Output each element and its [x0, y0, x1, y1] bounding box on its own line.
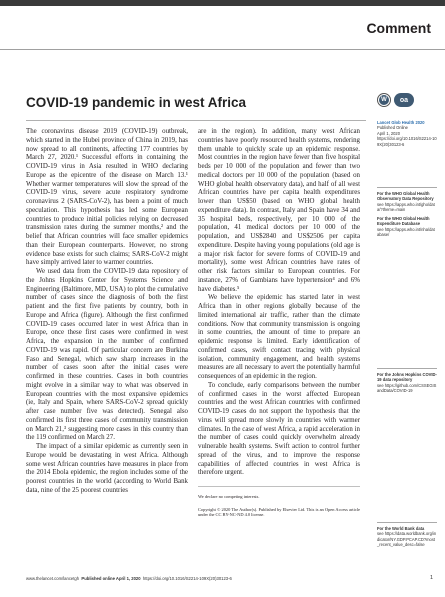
body-column-middle [198, 128, 360, 518]
journal-name: Lancet Glob Health 2020 [377, 120, 425, 125]
published-date: April 1, 2020 [377, 130, 400, 136]
paragraph: are in the region). In addition, many west African countries have poorly resourced health systems, rendering them unable to quickly scale up an epidemic response. Most countries in the region have fewer than five hospital beds per 10 000 of the population and fewer than two medical doctors per 10 000 of the population (based on WHO global health observatory data), and half of all west African countries have per capita health expenditures lower than US$50 (based on WHO global health expenditure data). In contrast, Italy and Spain have 34 and 35 hospital beds, respectively, per 10 000 of the population, 41 medical doctors per 10 000 of the population, and US$2840 and US$2506 per capita expenditure. Despite having young populations (old age is a major risk factor for severe forms of COVID-19 and mortality), some west African countries have rates of other risk factors similar to European countries. For instance, 27% of Gambians have hypertension⁴ and 6% have diabetes.⁵ [198, 128, 360, 293]
footer-doi[interactable]: https://doi.org/10.1016/S2214-109X(20)30123-6 [142, 576, 232, 581]
published-label: Published Online [377, 125, 408, 131]
sidebar-note-jhu [377, 368, 437, 394]
sidebar-note-link[interactable]: see https://github.com/CSSEGISandData/COVID-19 [377, 382, 437, 394]
sidebar-note-title: For the Johns Hopkins COVID-19 data repository [377, 372, 437, 383]
article-badges [377, 93, 414, 107]
title-rule [26, 120, 366, 121]
paragraph: The coronavirus disease 2019 (COVID-19) outbreak, which started in the Hubei province of China in 2019, has now spread to all continents, affecting 177 countries by March 27, 2020.¹ Successful efforts in containing the COVID-19 virus in Asia resulted in WHO declaring Europe as the epicentre of the disease on March 13.¹ Whether warmer temperatures will slow the spread of the COVID-19 virus, severe acute respiratory syndrome coronavirus 2 (SARS-CoV-2), has been a point of much speculation. This hypothesis has led some European countries to produce initial policies relying on decreased transmission rates during the summer months,² and the belief that African countries will face smaller epidemics than their European counterparts. However, no strong evidence base exists for such claims; SARS-CoV-2 might have simply arrived later to warmer countries. [26, 128, 188, 267]
article-title: COVID-19 pandemic in west Africa [26, 95, 247, 110]
sidebar-note-world-bank [377, 522, 437, 548]
sidebar-note-link[interactable]: see https://apps.who.int/gho/data/?theme=main [377, 201, 435, 213]
section-label: Comment [366, 20, 431, 36]
paragraph: The impact of a similar epidemic as currently seen in Europe would be devastating in west Africa. Although some west African countries have measures in place from the 2014 Ebola epidemic, the region includes some of the poorest countries in the world (according to World Bank data, nine of the 25 poorest countries [26, 443, 188, 494]
sidebar-note-who-ghed [377, 216, 437, 238]
footnote-rule [198, 486, 360, 487]
sidebar-note-who-gho [377, 187, 437, 213]
header-bar [0, 0, 445, 6]
page-number: 1 [429, 575, 433, 581]
sidebar-note-link[interactable]: see https://data.worldbank.org/indicator/NY.GDP.PCAP.CD?most_recent_value_desc=false [377, 531, 437, 548]
paragraph: We believe the epidemic has started later in west Africa than in other regions globally because of the limited international air traffic, rather than the climate conditions. Now that community transmission is ongoing in some countries, the amount of time to prepare an epidemic response is limited. Early identification of confirmed cases, swift contact tracing with physical isolation, community engagement, and health systems measures are all necessary to avert the potentially harmful consequences of an epidemic in the region. [198, 294, 360, 380]
body-column-left [26, 128, 188, 496]
header-rule [0, 49, 445, 50]
doi-link[interactable]: https://doi.org/10.1016/S2214-109X(20)30123-6 [377, 136, 437, 147]
sidebar-note-title: For the WHO Global Health Expenditure Database [377, 216, 430, 227]
sidebar-note-link[interactable]: see https://apps.who.int/nha/database/ [377, 226, 435, 238]
footer-site[interactable]: www.thelancet.com/lancetgh [26, 576, 80, 581]
paragraph: We used data from the COVID-19 data repository of the Johns Hopkins Center for Systems Science and Engineering (Baltimore, MD, USA) to plot the cumulative number of cases since the diagnosis of both the first patient and the first five patients by country, both in Europe and Africa (figure). Although the first confirmed COVID-19 cases occurred later in west Africa than in Europe, once these first cases were confirmed in west Africa, the expansion in the number of confirmed COVID-19 was rapid. Of particular concern are Burkina Faso and Senegal, which saw sharp increases in the number of cases soon after the initial cases were confirmed in these countries. Cases in both countries might evolve in a similar way to what was observed in European countries with the most expansive epidemics (ie, Italy and Spain, where SARS-CoV-2 spread quickly after case number five was detected). Senegal also confirmed its first three cases of community transmission on March 21,³ suggesting more cases in this country than the 119 confirmed on March 27. [26, 268, 188, 442]
copyright-notice: Copyright © 2020 The Author(s). Published by Elsevier Ltd. This is an Open Access article under the CC BY-NC-ND 4.0 license. [198, 506, 360, 518]
open-access-badge-icon: oa [394, 93, 414, 107]
sidebar-note-title: For the World Bank data [377, 526, 425, 531]
publication-info [377, 120, 437, 147]
sidebar-note-title: For the WHO Global Health Observatory Data Repository [377, 191, 434, 202]
page-footer [26, 576, 426, 581]
w-badge-icon: W [377, 93, 391, 107]
competing-interests: We declare no competing interests. [198, 494, 260, 499]
paragraph: To conclude, early comparisons between the number of confirmed cases in the worst affected European countries and the west African countries with confirmed COVID-19 cases do not support the hypothesis that the virus will spread more slowly in countries with warmer climates. In the case of west Africa, a rapid acceleration in the number of cases could quickly overwhelm already vulnerable health systems. Swift action to control further spread of the virus, and to improve the response capabilities of affected countries in west Africa is therefore urgent. [198, 381, 360, 477]
footer-published: Published online April 1, 2020 [81, 576, 141, 581]
